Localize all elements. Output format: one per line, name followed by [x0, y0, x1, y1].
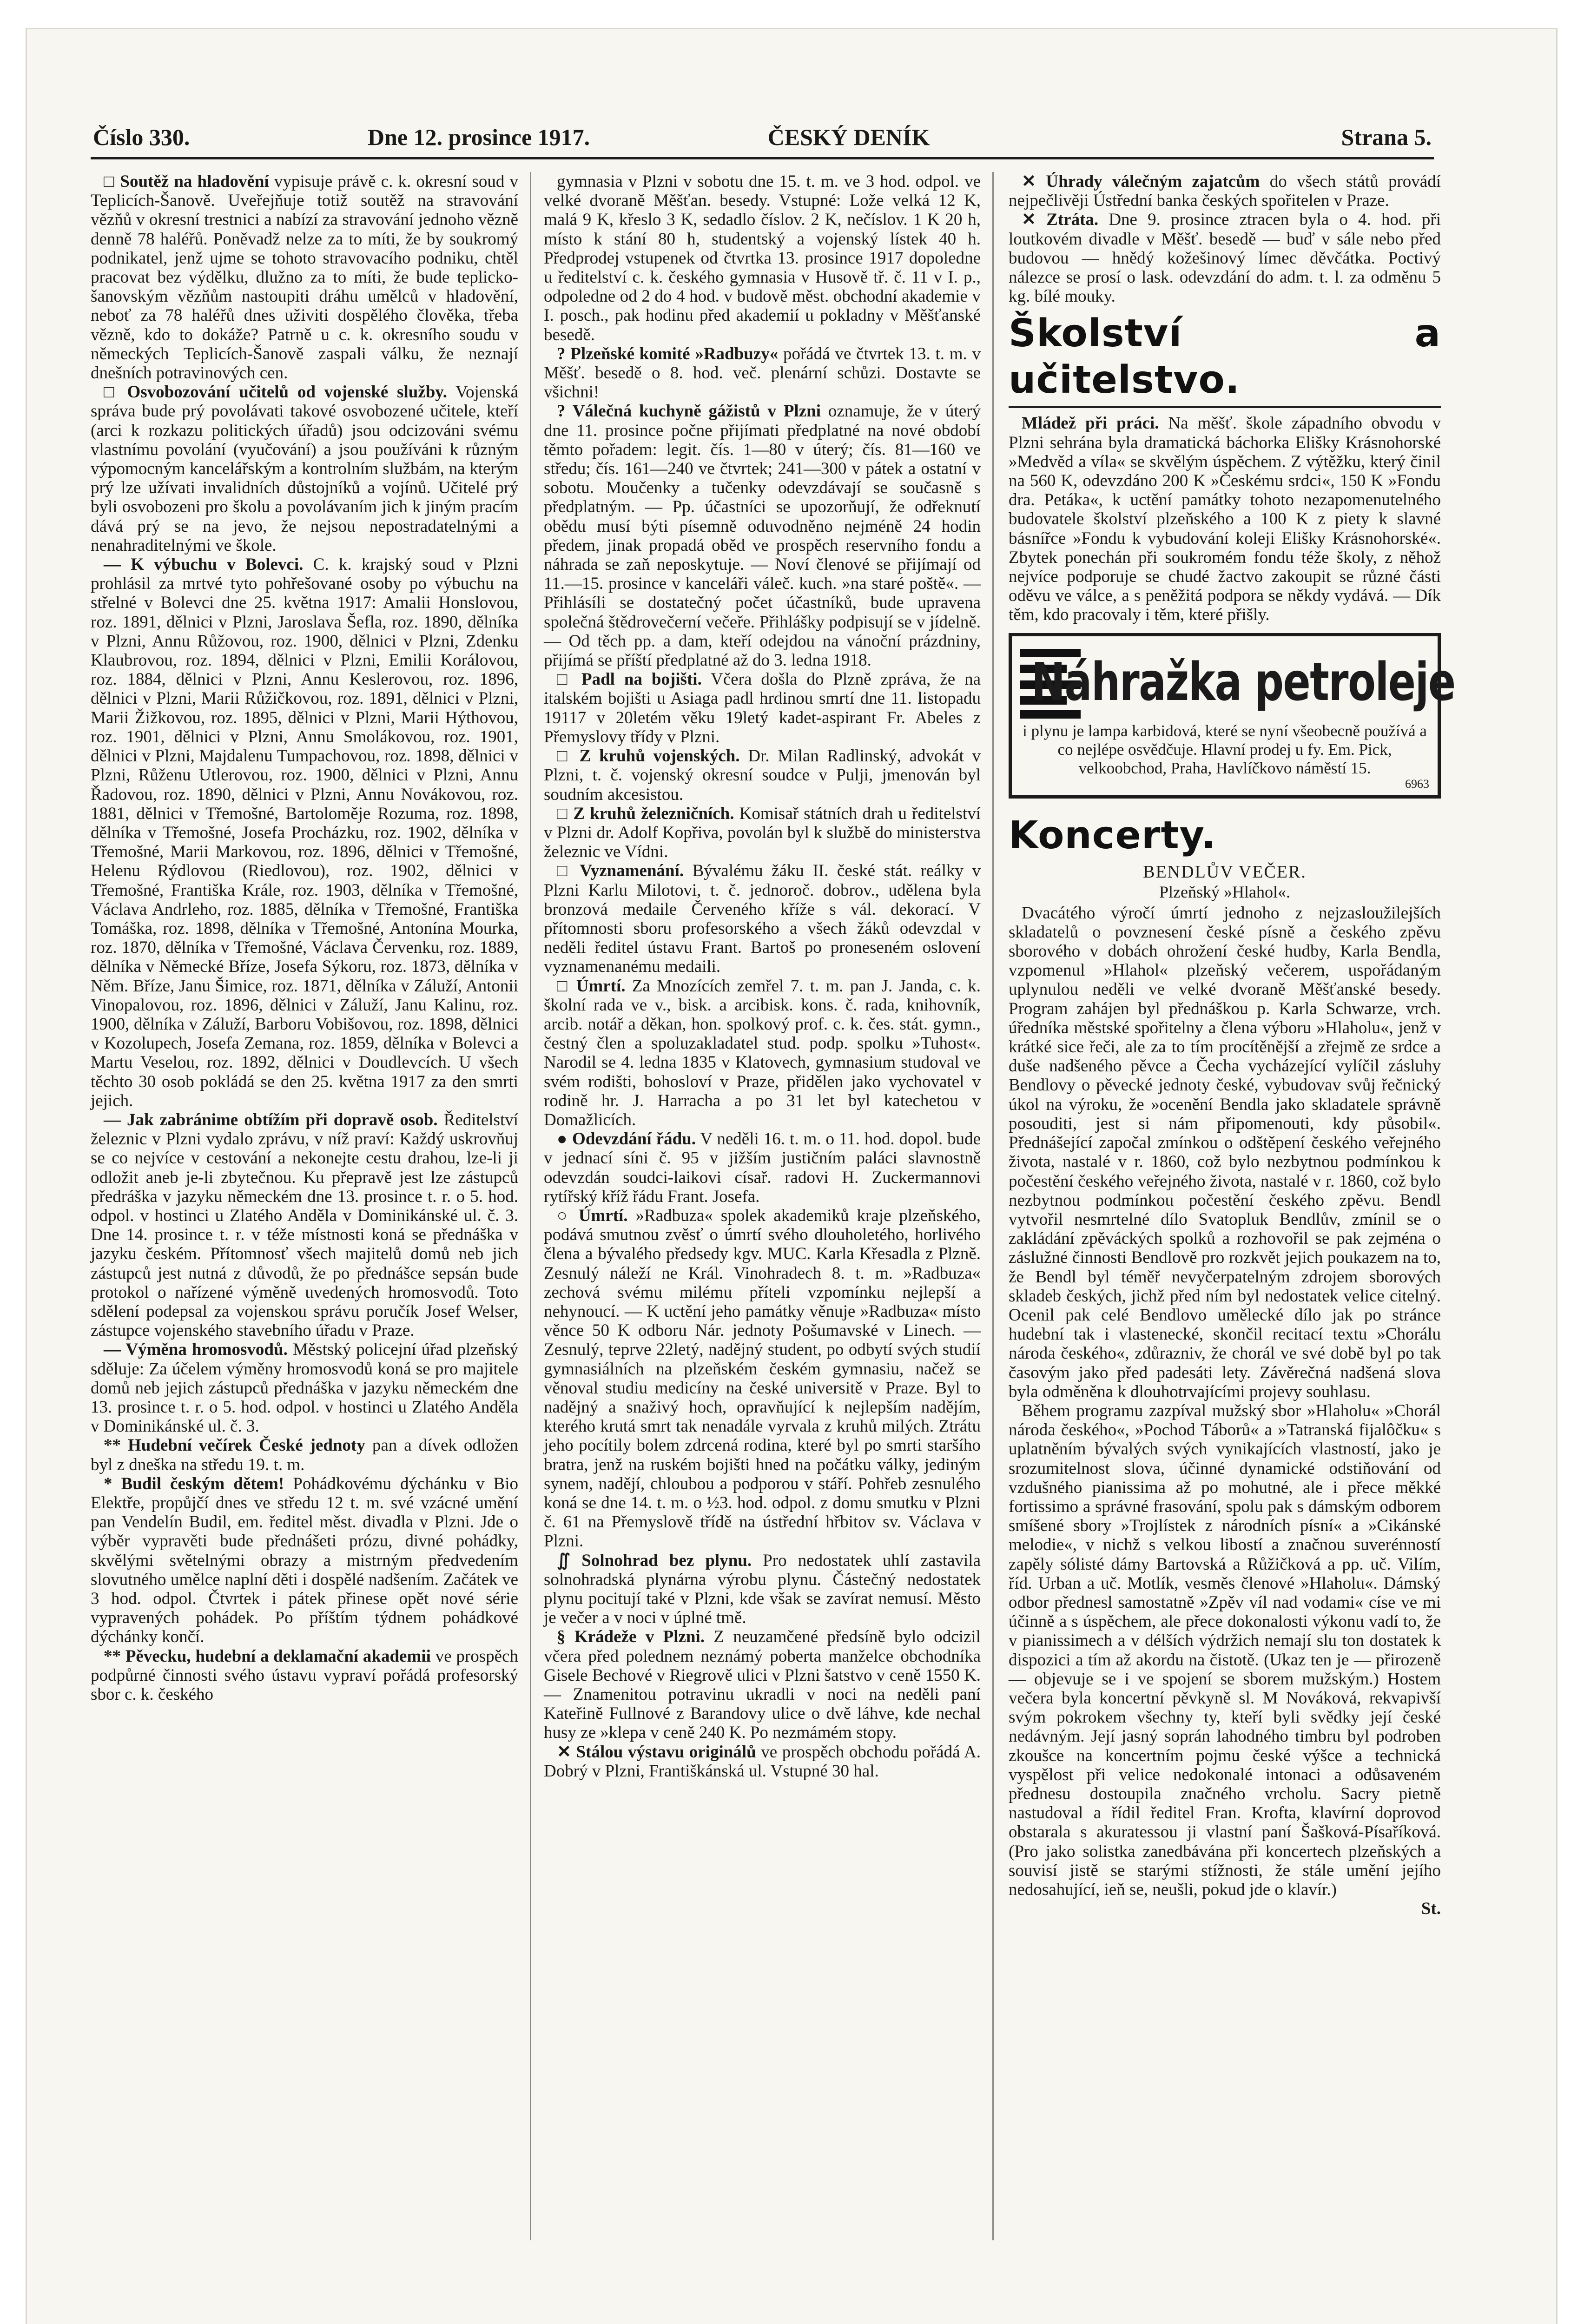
article-headline: ○ Úmrtí. — [557, 1206, 628, 1225]
masthead — [93, 123, 1432, 151]
article-headline: □ Padl na bojišti. — [557, 670, 702, 689]
article-headline: ✕ Stálou výstavu originálů — [557, 1742, 756, 1762]
article-headline: ** Hudební večírek České jednoty — [104, 1436, 365, 1455]
article-headline: ? Plzeňské komité »Radbuzy« — [557, 344, 779, 363]
article-headline: ** Pěvecku, hudební a deklamační akademii — [104, 1646, 431, 1666]
section-rule — [1009, 406, 1441, 408]
article-text: oznamuje, že v úterý dne 11. prosince počne přijímati předplatné na nové období těmto pořadem: legit. čís. 1—80 v úterý; čís. 81—160 ve středu; čís. 161—240 ve čtvrtek; 241—300 v pátek a ostatní v sobotu. Moučenky a tučenky odevzdávají se současně s předplatným. — Pp. účastníci se upozorňují, že odřeknutí obědu musí býti písemně oduvodněno nejméně 24 hodin předem, jinak propadá oběd ve prospěch reservního fondu a náhrada se zaň neposkytuje. — Noví členové se přijímají od 11.—15. prosince v kanceláři váleč. kuch. »na staré poště«. — Přihlásíli se dostatečný počet účastníků, bude upravena společná štědrovečerní večeře. Přihlášky podpisují se v jídelně. — Od těch pp. a dam, kteří odejdou na vánoční prázdniny, přijímá se příští předplatné až do 3. ledna 1918. — [544, 402, 981, 670]
article-text: C. k. krajský soud v Plzni prohlásil za mrtvé tyto pohřešované osoby po výbuchu na střelné v Bolevci dne 25. května 1917: Amalii Honslovou, roz. 1891, dělnici v Plzni, Jaroslava Šefla, roz. 1890, dělníka v Plzni, Annu Růžovou, roz. 1900, dělnici v Plzni, Zdenku Klaubrovou, roz. 1894, dělnici v Plzni, Emilii Korálovou, roz. 1884, dělnici v Plzni, Annu Keslerovou, roz. 1896, dělnici v Plzni, Marii Růžičkovou, roz. 1891, dělnici v Plzni, Marii Žižkovou, roz. 1895, dělnici v Plzni, Marii Hýthovou, roz. 1901, dělnici v Plzni, Annu Smolákovou, roz. 1901, dělnici v Plzni, Majdalenu Tumpachovou, roz. 1898, dělnici v Plzni, Růženu Utlerovou, roz. 1900, dělnici v Plzni, Annu Řadovou, roz. 1890, dělnici v Plzni, Annu Novákovou, roz. 1881, dělnici v Třemošné, Bartoloměje Rozuma, roz. 1898, dělníka v Třemošné, Josefa Procházku, roz. 1902, dělníka v Třemošné, Marii Markovou, roz. 1896, dělnici v Třemošné, Helenu Rýdlovou (Riedlovou), roz. 1902, dělnici v Třemošné, Františka Krále, roz. 1903, dělníka v Třemošné, Václava Andrleho, roz. 1885, dělníka v Třemošné, Františka Tomáška, roz. 1898, dělníka v Třemošné, Antonína Mourka, roz. 1870, dělníka v Třemošné, Václava Červenku, roz. 1889, dělníka v Německé Bříze, Josefa Sýkoru, roz. 1873, dělníka v Něm. Bříze, Janu Šimice, roz. 1871, dělníka v Záluží, Antonii Vinopalovou, roz. 1896, dělnici v Záluží, Janu Kalinu, roz. 1900, dělníka v Záluží, Barboru Vobišovou, roz. 1898, dělnici v Kozolupech, Josefa Zemana, roz. 1859, dělníka v Bolevci a Martu Veselou, roz. 1892, dělnici v Doudlevcích. U všech těchto 30 osob pokládá se den 25. května 1917 za den smrti jejich. — [91, 555, 518, 1110]
article — [544, 746, 981, 804]
notices-block — [1009, 172, 1441, 306]
article-text: Na měšť. škole západního obvodu v Plzni sehrána byla dramatická báchorka Elišky Krásnohorské »Medvěd a víla« se skvělým úspěchem. Z výtěžku, který činil na 560 K, odevzdáno 200 K »Českému srdci«, 150 K »Fondu dra. Petáka«, k uctění památky tohoto nezapomenutelného budovatele školství plzeňského a 100 K z piety k slavné básnířce »Fondu k vybudování koleji Elišky Krásnohorské«. Zbytek ponechán při soukromém fondu téže školy, z něhož nejvíce podporuje se chudé žactvo zakoupit se různé části oděvu ve válce, a s peněžitá podpora se někdy vydává. — Dík těm, kdo pracovaly i těm, které přišly. — [1009, 414, 1441, 625]
review-paragraph: Dvacátého výročí úmrtí jednoho z nejzasloužilejších skladatelů o povznesení české písně a českého zpěvu sborového v dobách ohrožení české hudby, Karla Bendla, vzpomenul »Hlahol« plzeňský večerem, uspořádaným uplynulou neděli ve velké dvoraně Měšťanské besedy. Program zahájen byl přednáškou p. Karla Schwarze, vrch. úředníka městské spořitelny a člena výboru »Hlaholu«, jenž v krátké sice řeči, ale za to tím procítěnější a zřejmě ze srdce a duše nadšeného pěvce a Čecha vycházející vylíčil zásluhy Bendlovy o pěvecké jednoty české, vybudovav svůj řečnický úkol na výroku, že »ocenění Bendla jako skladatele správně posouditi, jest si nám připomenouti, kdy působil«. Přednášející započal zmínkou o odštěpení českého veřejného života, nastalé v r. 1860, což bylo nezbytnou podmínkou k počestění českého veřejného života, nastalé v r. 1860, což bylo nezbytnou podmínkou počestění českého zpěvu. Bendl vytvořil nesmrtelné dílo Svatopluk Bendlův, zmínil se o zakládání zpěváckých spolků a rozhovořil se pak zejména o záslužné činnosti Bendlově pro rozkvět jejich poukazem na to, že Bendl byl téměř nevyčerpatelným zdrojem sborových skladeb českých, jichž před ním byl nedostatek velice citelný. Ocenil pak celé Bendlovo umělecké dílo jak po stránce hudební tak i vlastenecké, skončil recitací textu »Chorálu národa českého«, zdůrazniv, že chorál ve své době byl po tak časovým jako před padesáti lety. Závěrečná nadšená slova byla odměněna k dlouhotrvajícími projevy souhlasu. — [1009, 903, 1441, 1401]
article-headline: — Výměna hromosvodů. — [104, 1340, 288, 1360]
article-headline: ✕ Ztráta. — [1022, 210, 1099, 230]
ad-text: i plynu je lampa karbidová, které se nyní všeobecně používá a co nejlépe osvědčuje. Hlavní prodej u fy. Em. Pick, velkoobchod, Praha, Havlíčkovo náměstí 15. — [1023, 721, 1427, 777]
issue-date: Dne 12. prosince 1917. — [367, 124, 590, 150]
review-paragraph: Během programu zazpíval mužský sbor »Hlaholu« »Chorál národa českého«, »Pochod Táborů« a »Tatranská fijalôčku« s uplatněním bývalých svých vynikajících vlastností, jako je srozumitelnost slova, účinné dynamické odstiňování od vzdušného pianissima až po mohutné, ale i přece měkké fortissimo a správné frasování, spolu pak s dámským odborem smíšené sbory »Trojlístek z národních písní« a »Cikánské melodie«, v nichž s velkou libostí a značnou suverénností zapěly sólisté dámy Bartovská a Růžičková a pp. uč. Vilím, říd. Urban a uč. Motlík, vesměs členové »Hlaholu«. Dámský odbor přednesl samostatně »Zpěv víl nad vodami« císe ve mi účinně a s úspěchem, ale přece dokonalosti výkonu vadí to, že v pianissimech a v délších výdržich nemají slu ton dostatek k dispozici a tím až akordu na čistotě. (Ukaz ten je — přirozeně — objevuje se i ve spojení se sborem mužským.) Hostem večera byla koncertní pěvkyně sl. M Nováková, rekvapivší svým pokrokem všechny ty, kteří byli svědky její české nedávným. Její jasný soprán lahodného timbru byl podroben zkoušce na koncertním pojmu české výšce a technická vyspělost při velice nedokonalé intonaci a odůsaveném přednesu dostoupila značného vrcholu. Sacry pietně nastudoval a řídil ředitel Fran. Krofta, klavírní doprovod obstarala s akuratessou ji vlastní paní Šašková-Písaříková. (Pro jako solistka zanedbávána při koncertech plzeňských a souvisí jistě se starými stížnosti, že stále umění jejího nedosahující, ieň se, neušli, pokud jde o klavír.) — [1009, 1401, 1441, 1900]
article-headline: * Budil českým dětem! — [104, 1474, 284, 1493]
column-divider — [530, 172, 531, 2240]
column-middle — [544, 172, 981, 1781]
article — [91, 1647, 518, 1704]
article-headline: ● Odevzdání řádu. — [557, 1129, 696, 1149]
article-headline: ✕ Úhrady válečným zajatcům — [1022, 172, 1260, 191]
article — [544, 1206, 981, 1551]
article-headline: □ Osvobozování učitelů od vojenské služby. — [104, 383, 447, 402]
article-text: Komisař státních drah u ředitelství v Plzni dr. Adolf Kopřiva, povolán byl k službě do ministerstva železnic ve Vídni. — [544, 804, 981, 862]
article — [91, 383, 518, 555]
concerts-section-heading: Koncerty. — [1009, 813, 1216, 858]
article — [1009, 172, 1441, 210]
article-text: pořádá ve čtvrtek 13. t. m. v Měšť. besedě o 8. hod. več. plenární schůzi. Dostavte se všichni! — [544, 344, 981, 402]
article-signature: St. — [1421, 1899, 1441, 1919]
article-text: Z neuzamčené předsíně bylo odcizil včera před polednem neznámý poberta manželce obchodníka Gisele Bechové v Riegrově ulici v Plzni šatstvo v ceně 1550 K. — Znamenitou potravinu ukradli v noci na neděli paní Kateřině Fullnové z Barandovy ulice o dvě láhve, kde nechal husy ze »klepa v ceně 240 K. Po nezmámém stopy. — [544, 1627, 981, 1743]
article-text: Městský policejní úřad plzeňský sděluje: Za účelem výměny hromosvodů koná se pro majitele domů neb jejich zástupců přednáška v jazyku německém dne 13. prosince t. r. o 5. hod. odpol. v hostinci u Zlatého Anděla v Dominikánské ul. č. 3. — [91, 1340, 518, 1436]
newspaper-title: ČESKÝ DENÍK — [767, 124, 930, 150]
article — [91, 1340, 518, 1436]
article-text: »Radbuza« spolek akademiků kraje plzeňského, podává smutnou zvěsť o úmrtí svého dlouholetého, horlivého člena a bývalého předsedy kgv. MUC. Karla Křesadla z Plzně. Zesnulý náleží ne Král. Vinohradech 8. t. m. »Radbuza« zechová svému milému příteli vzpomínku nejlepší a nehynoucí. — K uctění jeho památky věnuje »Radbuza« místo věnce 50 K odboru Nár. jednoty Pošumavské v Linech. — Zesnulý, teprve 22letý, nadějný student, po odbytí svých studií gymnasiálních na plzeňském českém gymnasiu, načež se věnoval studiu medicíny na české universitě v Praze. Byl to nadějný a snaživý hoch, opravňující k nejlepším nadějím, kterého krutá smrt tak nenadále vyrvala z kruhů milých. Ztrátu jeho pocítily bolem zdrcená rodina, které byl po smrti staršího bratra, jenž na ruském bojišti hned na počátku války, jediným synem, nadějí, chloubou a podporou v stáří. Pohřeb zesnulého koná se dne 14. t. m. o ½3. hod. odpol. z domu smutku v Plzni č. 61 na Přemyslově třídě na ústřední hřbitov sv. Václava v Plzni. — [544, 1206, 981, 1551]
article — [91, 172, 518, 383]
article-text: Za Mnozících zemřel 7. t. m. pan J. Janda, c. k. školní rada ve v., bisk. a arcibisk. kons. č. rada, knihovník, arcib. notář a děkan, hon. spolkový prof. c. k. čes. stát. gymn., čestný člen a spoluzakladatel stud. podp. spolku »Tuhost«. Narodil se 4. ledna 1835 v Klatovech, gymnasium studoval ve svém rodišti, bohosloví v Praze, přidělen jako vychovatel v rodině hr. J. Harracha a po 31 let byl katechetou v Domažlicích. — [544, 976, 981, 1129]
article-headline: □ Soutěž na hladovění — [104, 172, 269, 191]
article-text: Dne 9. prosince ztracen byla o 4. hod. při loutkovém divadle v Měšť. besedě — buď v sále nebo před budovou — hnědý kožešinový límec děvčátka. Poctivý nálezce se prosí o lask. odevzdání do adm. t. l. za odměnu 5 kg. bílé mouky. — [1009, 210, 1441, 306]
article — [1009, 414, 1441, 624]
article-text: pan a dívek odložen byl z dneška na středu 19. t. m. — [91, 1436, 519, 1474]
article — [544, 804, 981, 862]
article-text: Pohádkovému dýchánku v Bio Elektře, propůjčí dnes ve středu 12 t. m. své vzácné umění pan Vendelín Budil, em. ředitel měst. divadla v Plzni. Jde o výběr vypravěti bude přednášeti prózu, divné pohádky, skvělými světelnými obrazy a mistrným předvedením slovutného umělce naplní děti i dospělé nadšením. Začátek ve 3 hod. odpol. Čtvrtek i pátek přinese opět nové série vypravených pohádek. Po příštím týdnem pohádkové dýchánky končí. — [91, 1474, 518, 1647]
article — [91, 1110, 518, 1340]
article-headline: — Jak zabránime obtížím při dopravě osob. — [104, 1110, 438, 1129]
article-headline: □ Z kruhů železničních. — [557, 804, 734, 823]
article — [544, 1743, 981, 1781]
article-text: Včera došla do Plzně zpráva, že na italském bojišti u Asiaga padl hrdinou smrtí dne 11. listopadu 19117 v 20letém věku 19letý kadet-aspirant Fr. Abeles z Přemyslovy třídy v Plzni. — [544, 670, 981, 746]
article — [91, 1436, 518, 1474]
article — [544, 977, 981, 1130]
column-left — [91, 172, 518, 1704]
ad-header — [1020, 643, 1455, 722]
article-headline: □ Vyznamenání. — [557, 861, 684, 881]
article — [544, 344, 981, 402]
article — [544, 1627, 981, 1742]
school-section-body — [1009, 414, 1441, 624]
article-text: ve prospěch podpůrné činnosti svého ústavu vypraví pořádá profesorský sbor c. k. českého — [91, 1646, 518, 1704]
article-text: Ředitelství železnic v Plzni vydalo zprávu, v níž praví: Každý uskrovňuj se co nejvíce v cestování a nekonejte cestu drahou, lze-li ji odložit aneb je-li zbytečnou. Ku přepravě jest lze zástupců předráška v jazyku německém dne 13. prosince t. r. o 5. hod. odpol. v hostinci u Zlatého Anděla v Dominikánské ul. č. 3. Dne 14. prosince t. r. v téže místnosti koná se přednáška v jazyku českém. Přítomnosť všech majitelů domů neb jich zástupců jest nutná z důvodů, že po přednášce sepsán bude protokol o nařízené výměně uvedených hromosvodů. Toto sdělení podepsal za vojenskou správu poručík Josef Welser, zástupce vojenského stavebního úřadu v Praze. — [91, 1110, 518, 1340]
article — [544, 172, 981, 344]
column-right — [1009, 172, 1455, 1919]
article-text: vypisuje právě c. k. okresní soud v Teplicích-Šanově. Uveřejňuje totiž soutěž na stravování vězňů v okresní trestnici a nabízí za stravování jednoho vězně denně 78 haléřů. Poněvadž nelze za to míti, že by soukromý podnikatel, jenž ujme se tohoto stravovacího podniku, chtěl pracovat bez výdělku, dlužno za to míti, že bude teplicko-šanovským vězňům nastoupiti dráhu umělců v hladovění, neboť za 78 haléřů dnes uživiti dospělého člověka, třeba vězně, kdo to dokáže? Patrně u c. k. okresního soudu v německých Teplicích-Šanově zaspali válku, že neznají dnešních potravinových cen. — [91, 172, 519, 383]
article — [544, 1551, 981, 1628]
article-text: Pro nedostatek uhlí zastavila solnohradská plynárna výrobu plynu. Částečný nedostatek plynu pocitují také v Plzni, kde však se zavírat nemusí. Město je večer a v noci v úplné tmě. — [544, 1551, 981, 1628]
school-section-heading: Školství a učitelstvo. — [1009, 311, 1441, 403]
article-headline: — K výbuchu v Bolevci. — [104, 555, 304, 574]
ad-title: Náhražka petroleje — [1031, 652, 1455, 713]
article — [544, 670, 981, 746]
article-text: do všech států provádí nejpečlivěji Ústřední banka českých spořitelen v Praze. — [1009, 172, 1441, 211]
article-headline: § Krádeže v Plzni. — [557, 1627, 705, 1647]
column-divider — [992, 172, 994, 2240]
petroleum-advertisement — [1009, 633, 1455, 799]
article — [544, 402, 981, 670]
concert-title: BENDLŮV VEČER. — [1143, 862, 1307, 882]
issue-number: Číslo 330. — [93, 124, 190, 150]
article-text: Dr. Milan Radlinský, advokát v Plzni, t. č. vojenský okresní soudce v Pulji, jmenován byl soudním akcesistou. — [544, 746, 981, 804]
article-headline: □ Z kruhů vojenských. — [557, 746, 740, 766]
article — [544, 1129, 981, 1206]
article-headline: ∬ Solnohrad bez plynu. — [557, 1551, 752, 1570]
article — [91, 1474, 518, 1647]
article-headline: Mládež při práci. — [1022, 414, 1159, 433]
article-text: V neděli 16. t. m. o 11. hod. dopol. bude v jednací síni č. 95 v jižším justičním paláci slavnostně odevzdán soudci-laikovi císař. radovi H. Zuckermannovi rytířský kříž řádu Frant. Josefa. — [544, 1129, 981, 1206]
article-text: Bývalému žáku II. české stát. reálky v Plzni Karlu Milotovi, t. č. jednoroč. dobrov., udělena byla bronzová medaile Červeného kříže s vál. dekorací. V přítomnosti sboru profesorského a všech žáků odevzdal v neděli ředitel ústavu Frant. Bartoš po proneseném oslovení vyznamenanému medaili. — [544, 861, 981, 977]
page-number: Strana 5. — [1341, 124, 1432, 150]
ad-code: 6963 — [1405, 777, 1429, 791]
concert-subtitle: Plzeňský »Hlahol«. — [1159, 882, 1290, 901]
concert-review — [1009, 904, 1441, 1900]
masthead-rule — [91, 157, 1434, 159]
article — [91, 555, 518, 1110]
article-text: Vojenská správa bude prý povolávati takové osvobozené učitele, kteří (arci k rozkazu politických úřadů) jsou odcizováni svému vlastnímu povolání (vyučování) a jsou používáni k různým výpomocným kancelářským a kontrolním službám, na kterým prý lze užívati invalidních důstojníků a vojínů. Učitelé prý byli osvobozeni pro školu a povolávaním jich k jiným pracím dává prý se na jevo, že nejsou nepostradatelnými a nenahraditelnými ve škole. — [91, 383, 518, 555]
article — [544, 861, 981, 976]
article-text: ve prospěch obchodu pořádá A. Dobrý v Plzni, Františkánská ul. Vstupné 30 hal. — [544, 1742, 981, 1781]
article — [1009, 210, 1441, 306]
article-headline: ? Válečná kuchyně gážistů v Plzni — [557, 402, 821, 421]
article-headline: □ Úmrtí. — [557, 976, 626, 996]
article-text: gymnasia v Plzni v sobotu dne 15. t. m. ve 3 hod. odpol. ve velké dvoraně Měšťan. besedy. Vstupné: Lože velká 12 K, malá 9 K, křeslo 3 K, sedadlo číslov. 2 K, nečíslov. 1 K 20 h, místo k stání 80 h, studentský a vojenský lístek 40 h. Předprodej vstupenek od čtvrtka 13. prosince 1917 dopoledne u ředitelství c. k. českého gymnasia v Husově tř. č. 11 v I. p., odpoledne od 2 do 4 hod. v budově měst. obchodní akademie v I. posch., pak hodinu před akademií u pokladny v Měšťanské besedě. — [544, 172, 981, 344]
